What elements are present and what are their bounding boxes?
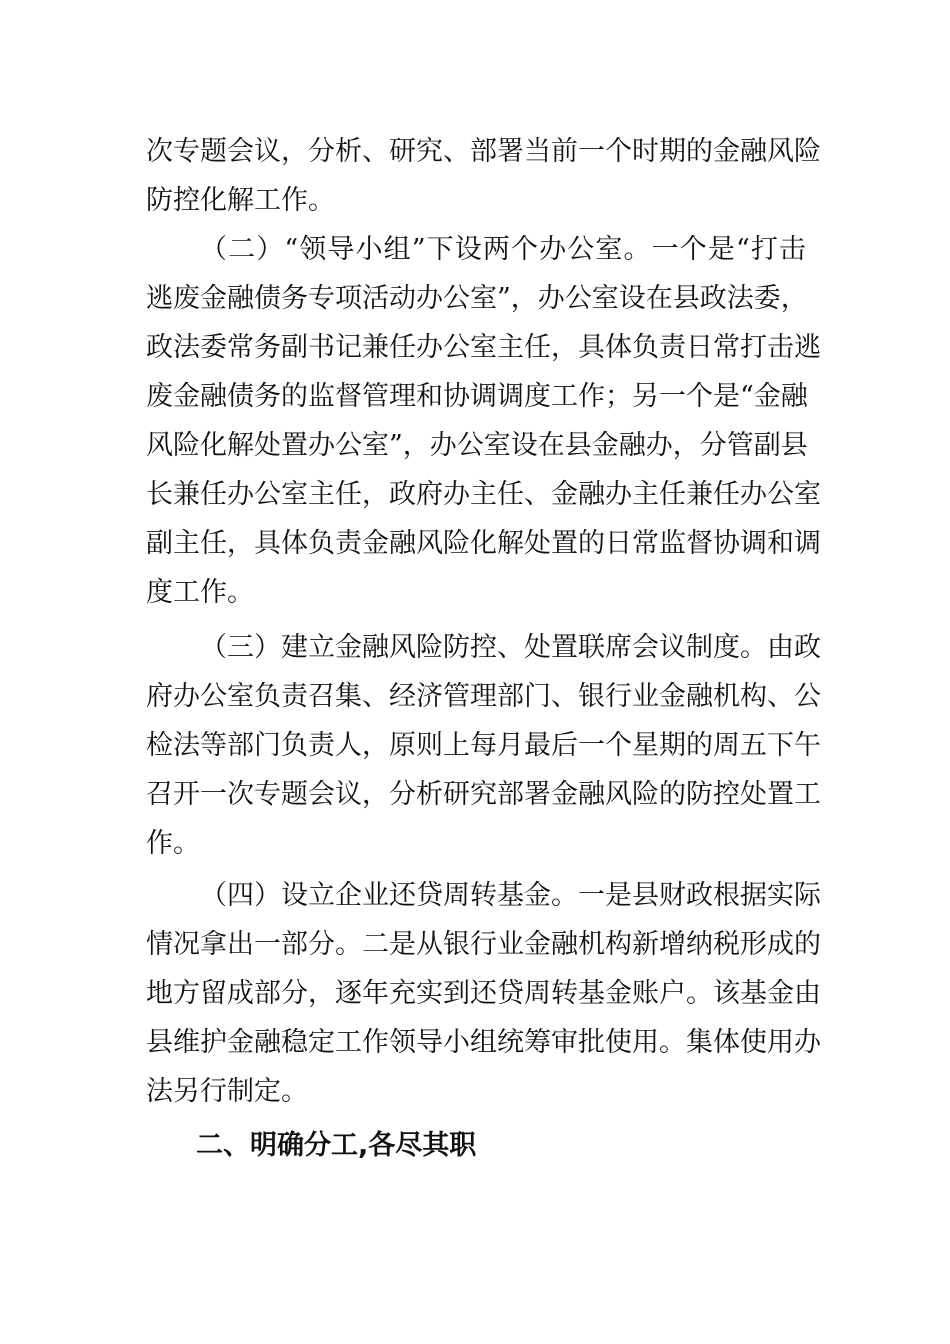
paragraph-line: 召开一次专题会议，分析研究部署金融风险的防控处置工 [146,779,821,810]
paragraph-line: 防控化解工作。 [146,185,335,216]
paragraph-line: 法另行制定。 [146,1076,308,1107]
paragraph-line: 地方留成部分，逐年充实到还贷周转基金账户。该基金由 [146,978,821,1009]
paragraph-line: （二）“领导小组”下设两个办公室。一个是“打击 [200,234,806,265]
paragraph-line: 风险化解处置办公室”，办公室设在县金融办，分管副县 [146,430,808,461]
paragraph-line: 度工作。 [146,577,254,608]
paragraph-line: （四）设立企业还贷周转基金。一是县财政根据实际 [200,880,821,911]
paragraph-line: 次专题会议，分析、研究、部署当前一个时期的金融风险 [146,136,821,167]
paragraph-line: 府办公室负责召集、经济管理部门、银行业金融机构、公 [146,681,821,712]
section-heading: 二、明确分工,各尽其职 [196,1130,477,1161]
paragraph-line: 逃废金融债务专项活动办公室”，办公室设在县政法委， [146,283,808,314]
paragraph-line: 长兼任办公室主任，政府办主任、金融办主任兼任办公室 [146,479,821,510]
paragraph-line: 县维护金融稳定工作领导小组统筹审批使用。集体使用办 [146,1027,821,1058]
paragraph-line: 政法委常务副书记兼任办公室主任，具体负责日常打击逃 [146,332,821,363]
paragraph-line: （三）建立金融风险防控、处置联席会议制度。由政 [200,632,821,663]
paragraph-line: 情况拿出一部分。二是从银行业金融机构新增纳税形成的 [146,929,821,960]
paragraph-line: 检法等部门负责人，原则上每月最后一个星期的周五下午 [146,730,821,761]
paragraph-line: 作。 [146,828,200,859]
paragraph-line: 副主任，具体负责金融风险化解处置的日常监督协调和调 [146,528,821,559]
paragraph-line: 废金融债务的监督管理和协调调度工作；另一个是“金融 [146,381,808,412]
